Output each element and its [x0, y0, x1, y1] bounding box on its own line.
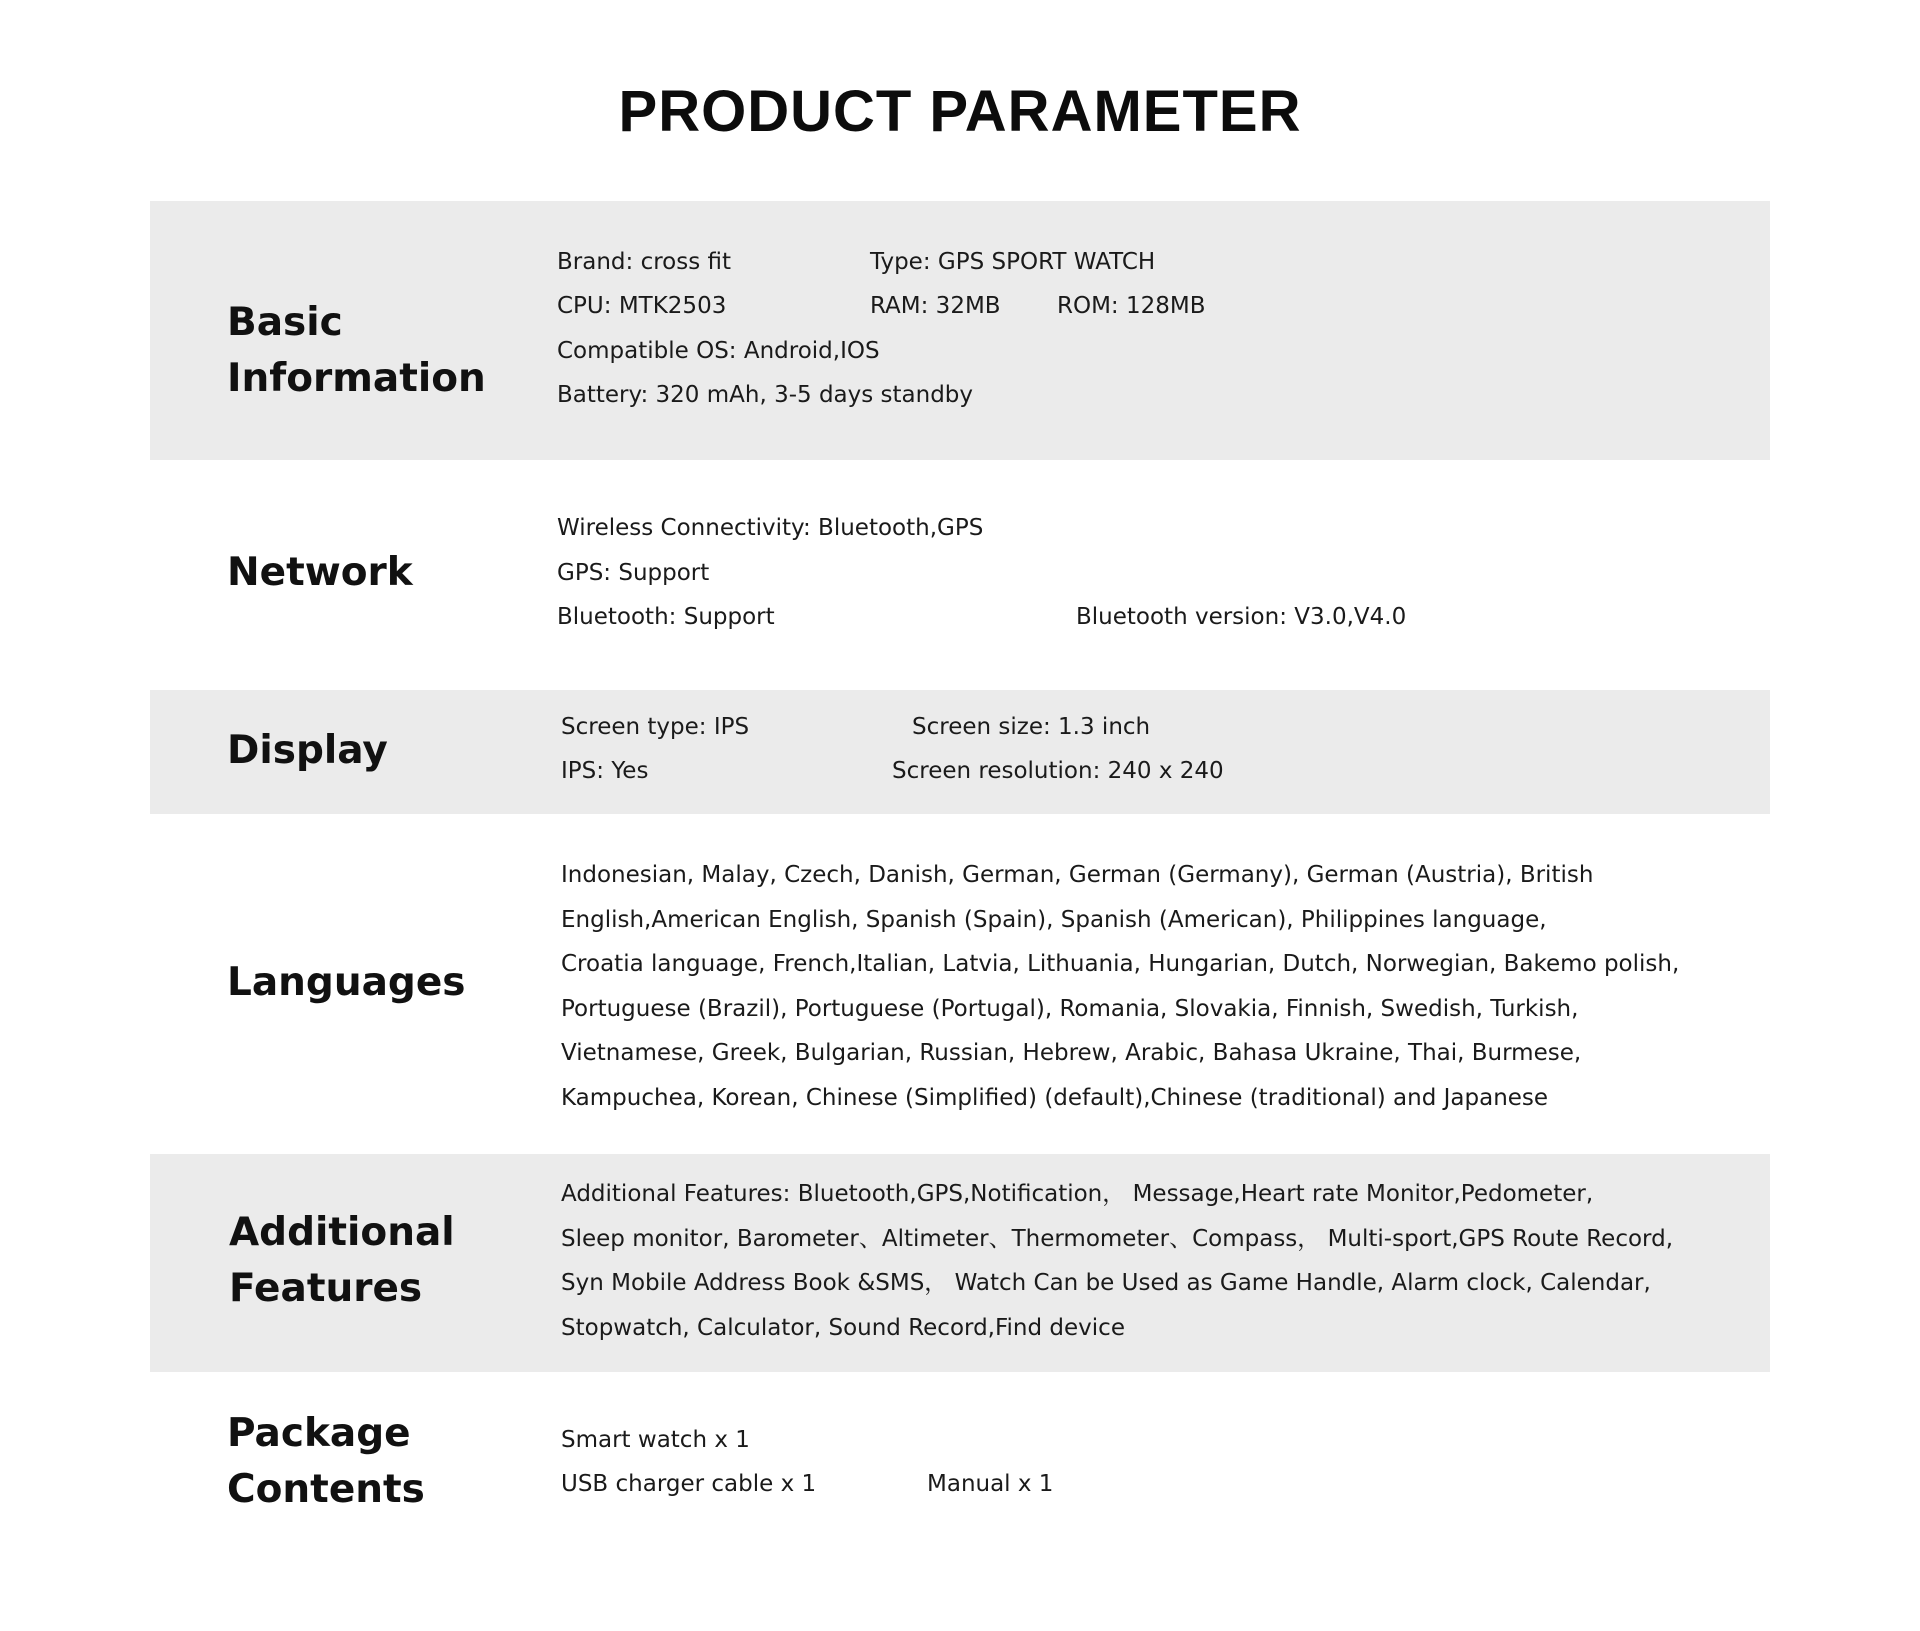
network-section — [150, 460, 1770, 690]
display-label: Display — [227, 728, 388, 773]
additional-features-section — [150, 1154, 1770, 1372]
label-line: Additional — [229, 1210, 455, 1255]
basic-information-label — [227, 295, 486, 407]
battery-value: Battery: 320 mAh, 3-5 days standby — [557, 382, 974, 408]
languages-line: Indonesian, Malay, Czech, Danish, German, German (Germany), German (Austria), British — [561, 862, 1594, 888]
cpu-value: CPU: MTK2503 — [557, 293, 727, 319]
display-section — [150, 690, 1770, 814]
additional-features-label — [229, 1205, 455, 1317]
wireless-value: Wireless Connectivity: Bluetooth,GPS — [557, 515, 984, 541]
smart-watch-item: Smart watch x 1 — [561, 1427, 750, 1453]
label-line: Information — [227, 356, 486, 401]
ips-value: IPS: Yes — [561, 758, 649, 784]
os-value: Compatible OS: Android,IOS — [557, 338, 880, 364]
features-line: Sleep monitor, Barometer、Altimeter、Thermometer、Compass， Multi-sport,GPS Route Record, — [561, 1225, 1674, 1252]
languages-line: Kampuchea, Korean, Chinese (Simplified) (default),Chinese (traditional) and Japanese — [561, 1084, 1549, 1111]
languages-list — [561, 853, 1701, 1121]
screen-size-value: Screen size: 1.3 inch — [912, 714, 1151, 740]
bluetooth-value: Bluetooth: Support — [557, 604, 775, 630]
package-contents-label — [227, 1406, 425, 1518]
features-line: Additional Features: Bluetooth,GPS,Notification， Message,Heart rate Monitor,Pedometer, — [561, 1181, 1594, 1207]
package-contents-section — [150, 1372, 1770, 1552]
features-line: Syn Mobile Address Book &SMS， Watch Can be Used as Game Handle, Alarm clock, Calendar, — [561, 1270, 1651, 1297]
label-line: Basic — [227, 300, 343, 345]
ram-value: RAM: 32MB — [870, 293, 1001, 319]
languages-line: Vietnamese, Greek, Bulgarian, Russian, Hebrew, Arabic, Bahasa Ukraine, Thai, Burmese, — [561, 1040, 1582, 1067]
manual-item: Manual x 1 — [927, 1471, 1054, 1497]
features-line: Stopwatch, Calculator, Sound Record,Find device — [561, 1314, 1125, 1341]
label-line: Package — [227, 1411, 411, 1456]
rom-value: ROM: 128MB — [1057, 293, 1206, 319]
brand-value: Brand: cross fit — [557, 249, 732, 275]
screen-resolution-value: Screen resolution: 240 x 240 — [892, 758, 1224, 784]
basic-information-section — [150, 201, 1770, 460]
network-label: Network — [227, 550, 413, 595]
screen-type-value: Screen type: IPS — [561, 714, 750, 740]
page-title: PRODUCT PARAMETER — [618, 79, 1302, 144]
features-list — [561, 1172, 1701, 1350]
languages-line: Croatia language, French,Italian, Latvia, Lithuania, Hungarian, Dutch, Norwegian, Bakemo polish, — [561, 951, 1680, 978]
languages-line: Portuguese (Brazil), Portuguese (Portugal), Romania, Slovakia, Finnish, Swedish, Turkish, — [561, 995, 1579, 1022]
languages-line: English,American English, Spanish (Spain), Spanish (American), Philippines language, — [561, 906, 1547, 933]
label-line: Contents — [227, 1467, 425, 1512]
usb-cable-item: USB charger cable x 1 — [561, 1471, 817, 1497]
gps-value: GPS: Support — [557, 560, 710, 586]
type-value: Type: GPS SPORT WATCH — [870, 249, 1156, 275]
languages-label: Languages — [227, 960, 466, 1005]
languages-section — [150, 814, 1770, 1154]
bluetooth-version-value: Bluetooth version: V3.0,V4.0 — [1076, 604, 1407, 630]
label-line: Features — [229, 1266, 423, 1311]
